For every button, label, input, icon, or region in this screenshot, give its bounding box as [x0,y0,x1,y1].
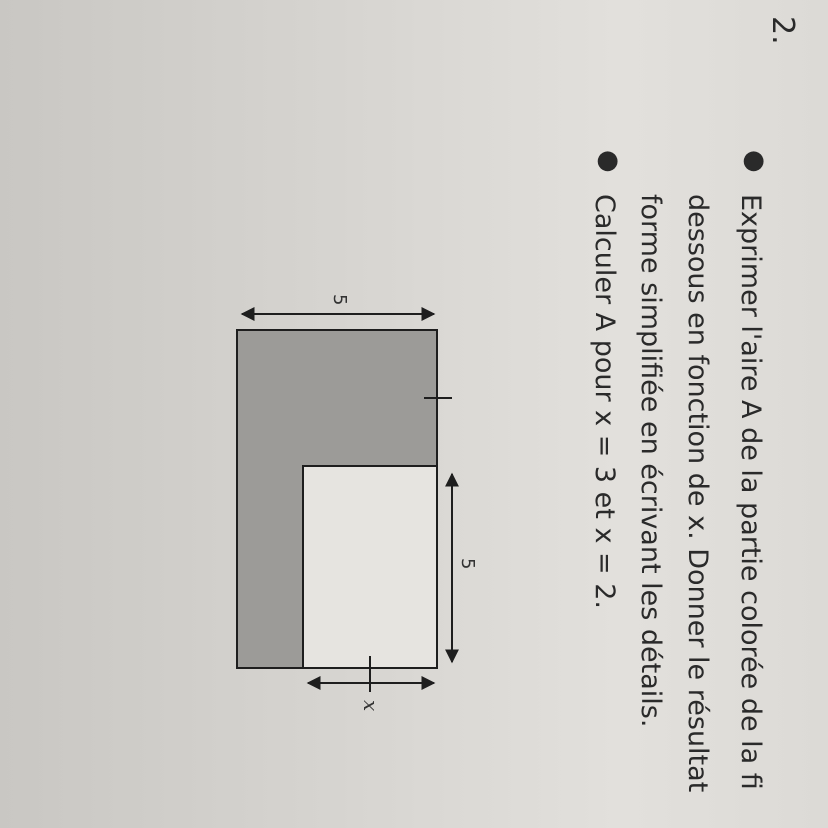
exercise-number: 2. [765,16,800,45]
bullet-icon: ● [740,150,770,173]
bullet-icon: ● [594,150,624,173]
label-top: 5 [329,294,350,306]
instruction-item1-line3: forme simplifiée en écrivant les détails. [635,194,666,728]
instruction-item2: Calculer A pour x = 3 et x = 2. [589,194,620,609]
instruction-item1-line1: Exprimer l'aire A de la partie colorée de la fi [735,194,766,790]
label-bottom: x [359,700,383,712]
label-right: 5 [457,558,478,570]
white-rectangle [303,466,437,668]
instruction-item1-line2: dessous en fonction de x. Donner le résultat [682,194,713,793]
